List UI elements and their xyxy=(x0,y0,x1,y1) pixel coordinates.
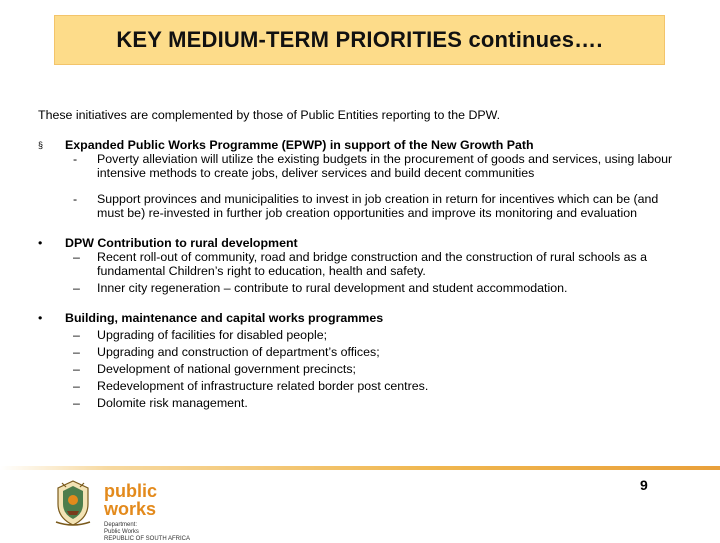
section-title: Building, maintenance and capital works programmes xyxy=(65,311,384,325)
item-text: Upgrading and construction of department’s offices; xyxy=(97,345,380,359)
section-title: Expanded Public Works Programme (EPWP) in support of the New Growth Path xyxy=(65,138,534,152)
item-marker: - xyxy=(73,192,78,206)
list-item xyxy=(65,281,688,295)
item-text: Dolomite risk management. xyxy=(97,396,248,410)
list-item xyxy=(65,192,688,220)
section-rural-development xyxy=(38,236,688,295)
item-marker: – xyxy=(73,379,80,393)
slide-content xyxy=(38,108,688,426)
list-item xyxy=(65,396,688,410)
list-item xyxy=(65,362,688,376)
list-item xyxy=(65,152,688,180)
item-marker: – xyxy=(73,396,80,410)
item-marker: – xyxy=(73,281,80,295)
logo-line-3: REPUBLIC OF SOUTH AFRICA xyxy=(104,536,191,542)
logo-line-1: Department: xyxy=(104,522,138,528)
item-marker: – xyxy=(73,362,80,376)
item-marker: – xyxy=(73,250,80,264)
item-marker: - xyxy=(73,152,78,166)
list-item xyxy=(65,379,688,393)
item-text: Inner city regeneration – contribute to rural development and student accommodation. xyxy=(97,281,568,295)
item-text: Recent roll-out of community, road and bridge construction and the construction of rural schools as a fundamental Children’s right to education, health and safety. xyxy=(97,250,648,278)
section-epwp xyxy=(38,138,688,220)
item-marker: – xyxy=(73,345,80,359)
footer-divider xyxy=(0,466,720,470)
intro-text: These initiatives are complemented by those of Public Entities reporting to the DPW. xyxy=(38,108,501,122)
logo-line-2: Public Works xyxy=(104,529,139,535)
item-text: Redevelopment of infrastructure related border post centres. xyxy=(97,379,429,393)
item-marker: – xyxy=(73,328,80,342)
page-number: 9 xyxy=(640,477,648,493)
item-text: Poverty alleviation will utilize the existing budgets in the procurement of goods and services, using labour intensive methods to create jobs, deliver services and build decent communities xyxy=(97,152,673,180)
section-bullet: • xyxy=(38,311,43,325)
list-item xyxy=(65,345,688,359)
section-bullet: • xyxy=(38,236,43,250)
coat-of-arms-icon xyxy=(50,478,96,528)
department-logo xyxy=(50,478,210,542)
slide-title: KEY MEDIUM-TERM PRIORITIES continues…. xyxy=(116,27,603,52)
section-bullet: § xyxy=(38,140,44,150)
list-item xyxy=(65,328,688,342)
title-banner xyxy=(54,15,665,65)
list-item xyxy=(65,250,688,278)
item-text: Upgrading of facilities for disabled people; xyxy=(97,328,328,342)
item-text: Development of national government precincts; xyxy=(97,362,356,376)
section-title: DPW Contribution to rural development xyxy=(65,236,298,250)
item-text: Support provinces and municipalities to invest in job creation in return for incentives which can be (and must be) re-invested in further job creation opportunities and improve its monitoring and evaluation xyxy=(97,192,659,220)
section-building-maintenance xyxy=(38,311,688,410)
logo-name: public works xyxy=(104,481,157,519)
